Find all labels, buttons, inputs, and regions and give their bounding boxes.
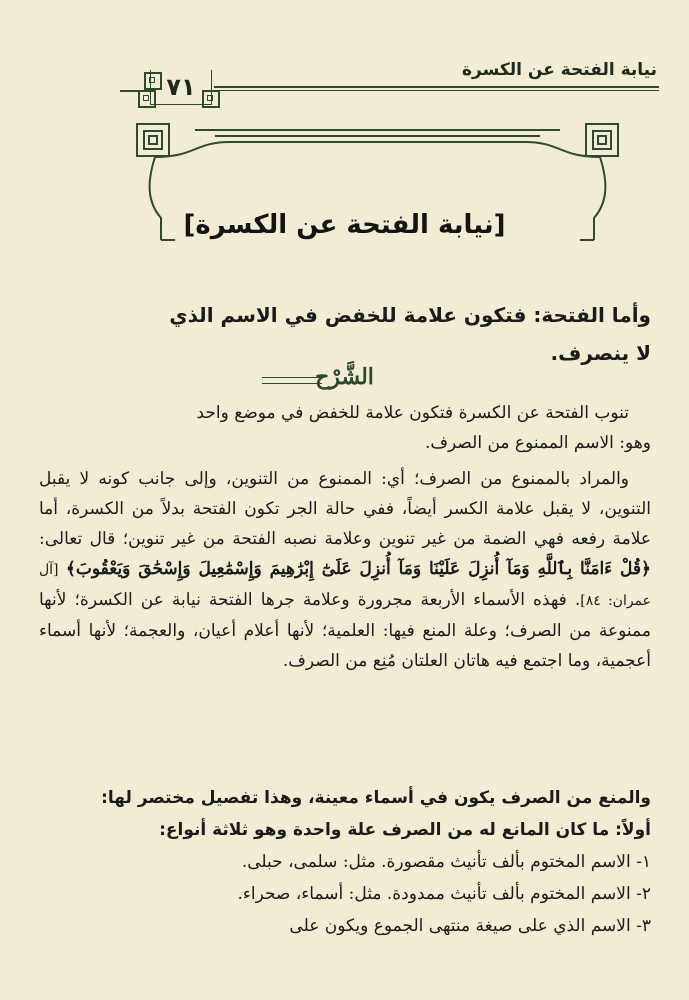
section-label: الشَّرْح	[315, 364, 374, 390]
list-item: ١- الاسم المختوم بألف تأنيث مقصورة. مثل: سلمى، حبلى.	[241, 852, 651, 872]
text-run: . فهذه الأسماء الأربعة مجرورة وعلامة جرها الفتحة نيابة عن الكسرة؛ لأنها ممنوعة من الصرف؛ وعلة المنع فيها: العلمية؛ لأنها أعلام أعيان، والعجمة؛ لأنها أسماء أعجمية، وما اجتمع فيه هاتان العلتان مُنِع من الصرف.	[39, 590, 651, 671]
verse-reference: [آل عمران: ٨٤]	[39, 562, 652, 609]
quran-verse: ﴿قُلْ ءَامَنَّا بِٱللَّهِ وَمَآ أُنزِلَ عَلَيْنَا وَمَآ أُنزِلَ عَلَىٰٓ إِبْرَٰهِيمَ وَإِسْمَٰعِيلَ وَإِسْحَٰقَ وَيَعْقُوبَ﴾	[65, 559, 652, 579]
ornament-icon	[144, 72, 162, 90]
text-line: وهو: الاسم الممنوع من الصرف.	[425, 433, 651, 453]
header-rule	[214, 86, 659, 91]
rules-list	[39, 782, 651, 942]
text-line: تنوب الفتحة عن الكسرة فتكون علامة للخفض في موضع واحد	[196, 403, 629, 423]
ornament-icon	[202, 90, 220, 108]
paragraph	[39, 464, 651, 676]
chapter-title: [نيابة الفتحة عن الكسرة]	[183, 210, 506, 240]
rules-intro: والمنع من الصرف يكون في أسماء معينة، وهذا تفصيل مختصر لها:	[101, 788, 651, 808]
matn-text	[41, 296, 651, 372]
matn-line: وأما الفتحة: فتكون علامة للخفض في الاسم الذي	[169, 303, 651, 327]
page-number: ٧١	[150, 70, 212, 105]
running-title: نيابة الفتحة عن الكسرة	[461, 60, 657, 80]
list-item: ٣- الاسم الذي على صيغة منتهى الجموع ويكون على	[289, 916, 651, 936]
text-run: والمراد بالممنوع من الصرف؛ أي: الممنوع من التنوين، وإلى جانب كونه لا يقبل التنوين، لا يقبل علامة الكسر أيضاً، ففي حالة الجر تكون الفتحة بدلاً من الكسرة، أما علامة رفعه فهي الضمة من غير تنوين وعلامة نصبه الفتحة من غير تنوين؛ قال تعالى:	[39, 469, 651, 549]
section-divider	[0, 364, 689, 390]
paragraph	[39, 398, 651, 458]
commentary-body	[39, 398, 651, 682]
frame-ornament-icon	[135, 122, 620, 282]
matn-line: لا ينصرف.	[550, 341, 651, 365]
title-frame	[135, 122, 620, 282]
rules-first-heading: أولاً: ما كان المانع له من الصرف علة واحدة وهو ثلاثة أنواع:	[159, 820, 651, 840]
ornament-icon	[138, 90, 156, 108]
list-item: ٢- الاسم المختوم بألف تأنيث ممدودة. مثل: أسماء، صحراء.	[237, 884, 651, 904]
